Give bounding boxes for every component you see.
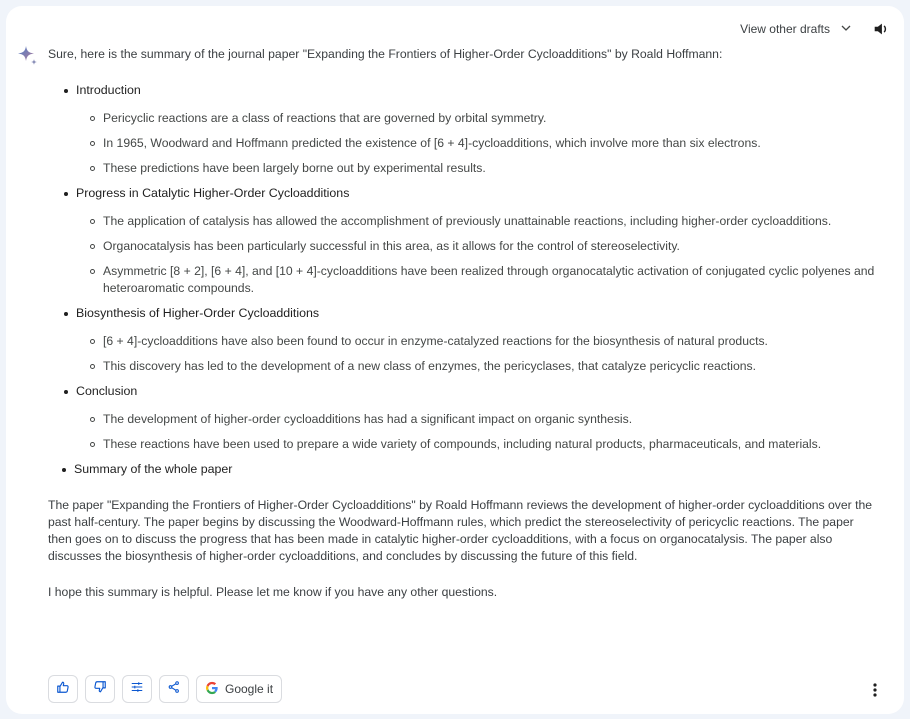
share-button[interactable] <box>159 675 189 703</box>
thumbs-down-icon <box>93 680 107 699</box>
bullet-list <box>48 411 878 453</box>
list-item: These predictions have been largely borne out by experimental results. <box>48 160 878 177</box>
section-progress <box>48 185 878 297</box>
list-item: The development of higher-order cycloadditions has had a significant impact on organic synthesis. <box>48 411 878 428</box>
section-summary <box>46 461 878 478</box>
volume-icon <box>872 20 890 38</box>
modify-response-button[interactable] <box>122 675 152 703</box>
share-icon <box>167 680 181 699</box>
list-item: [6 + 4]-cycloadditions have also been found to occur in enzyme-catalyzed reactions for the biosynthesis of natural products. <box>48 333 878 350</box>
list-item: Asymmetric [8 + 2], [6 + 4], and [10 + 4]-cycloadditions have been realized through organocatalytic activation of conjugated cyclic polyenes and heteroaromatic compounds. <box>48 263 878 297</box>
section-heading: Progress in Catalytic Higher-Order Cycloadditions <box>48 185 878 202</box>
google-it-label: Google it <box>225 682 274 696</box>
intro-text: Sure, here is the summary of the journal paper "Expanding the Frontiers of Higher-Order Cycloadditions" by Roald Hoffmann: <box>48 47 723 61</box>
response-toolbar <box>740 16 890 42</box>
more-options-button[interactable] <box>870 682 880 698</box>
more-vert-icon <box>870 685 880 702</box>
view-other-drafts-button[interactable] <box>740 22 852 37</box>
section-list <box>48 82 878 478</box>
list-item: The application of catalysis has allowed the accomplishment of previously unattainable reactions, including higher-order cycloadditions. <box>48 213 878 230</box>
thumbs-down-button[interactable] <box>85 675 115 703</box>
response-card <box>6 6 904 714</box>
closing-text: I hope this summary is helpful. Please let me know if you have any other questions. <box>48 585 498 599</box>
thumbs-up-button[interactable] <box>48 675 78 703</box>
sparkle-icon <box>16 44 40 68</box>
bullet-list <box>48 213 878 297</box>
google-logo-icon <box>205 681 219 698</box>
response-content <box>48 44 878 601</box>
list-item: In 1965, Woodward and Hoffmann predicted the existence of [6 + 4]-cycloadditions, which involve more than six electrons. <box>48 135 878 152</box>
list-item: Organocatalysis has been particularly successful in this area, as it allows for the control of stereoselectivity. <box>48 238 878 255</box>
read-aloud-button[interactable] <box>872 20 890 38</box>
chevron-down-icon <box>840 22 852 37</box>
section-heading: Biosynthesis of Higher-Order Cycloadditions <box>48 305 878 322</box>
view-drafts-label: View other drafts <box>740 22 830 36</box>
bullet-list <box>48 110 878 177</box>
list-item: This discovery has led to the development of a new class of enzymes, the pericyclases, that catalyze pericyclic reactions. <box>48 358 878 375</box>
section-heading: Introduction <box>48 82 878 99</box>
list-item: These reactions have been used to prepare a wide variety of compounds, including natural products, pharmaceuticals, and materials. <box>48 436 878 453</box>
section-conclusion <box>48 383 878 453</box>
tune-icon <box>130 680 144 699</box>
section-biosynthesis <box>48 305 878 375</box>
bullet-list <box>48 333 878 375</box>
section-heading: Conclusion <box>48 383 878 400</box>
section-introduction <box>48 82 878 177</box>
thumbs-up-icon <box>56 680 70 699</box>
list-item: Pericyclic reactions are a class of reactions that are governed by orbital symmetry. <box>48 110 878 127</box>
google-it-button[interactable] <box>196 675 282 703</box>
summary-paragraph: The paper "Expanding the Frontiers of Higher-Order Cycloadditions" by Roald Hoffmann reviews the development of higher-order cycloadditions over the past half-century. The paper begins by discussing the Woodward-Hoffmann rules, which predict the stereoselectivity of pericyclic reactions. The paper then goes on to discuss the progress that has been made in catalytic higher-order cycloadditions, with a focus on organocatalysis. The paper also discusses the biosynthesis of higher-order cycloadditions, and concludes by discussing the future of this field. <box>48 498 873 563</box>
section-heading: Summary of the whole paper <box>46 461 878 478</box>
response-actions <box>48 675 282 703</box>
